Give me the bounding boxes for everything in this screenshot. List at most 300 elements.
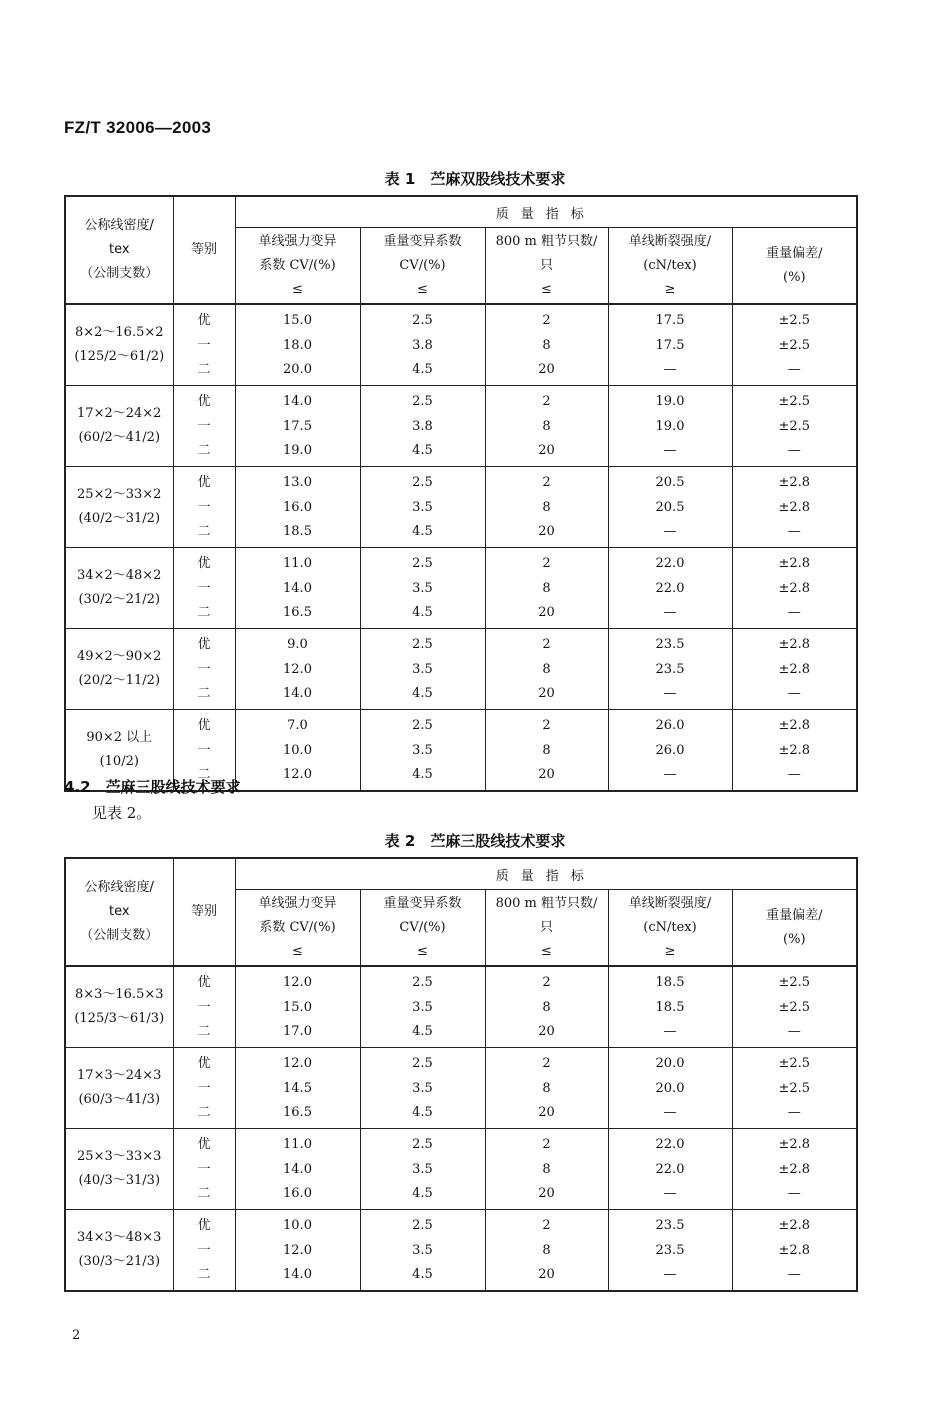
grade-value: 优: [197, 556, 211, 571]
value: 14.0: [283, 580, 312, 596]
slub-count-cell: [485, 1210, 608, 1292]
value: 8: [542, 742, 551, 758]
value: ±2.5: [778, 313, 811, 328]
density-line: 25×2～33×2: [77, 487, 162, 502]
value: 2: [542, 1218, 551, 1233]
table-row: [65, 386, 857, 467]
value: 4.5: [412, 1024, 433, 1039]
grade-cell: [173, 629, 235, 710]
value: 17.5: [655, 313, 685, 328]
weight-deviation-cell: [732, 1210, 857, 1292]
cv-strength-cell: [235, 1210, 360, 1292]
section-text: 见表 2。: [92, 804, 152, 822]
value: ±2.8: [778, 1161, 811, 1177]
column-header-line: (%): [783, 269, 806, 285]
cv-weight-cell: [360, 629, 485, 710]
tenacity-cell: [608, 304, 732, 386]
value: 4.5: [412, 362, 433, 377]
grade-cell: [173, 1210, 235, 1292]
slub-count-header: [485, 228, 608, 305]
density-line: (40/3～31/3): [78, 1173, 161, 1188]
value: —: [663, 1267, 677, 1282]
grade-value: 优: [197, 975, 211, 990]
grade-value: 二: [197, 443, 211, 458]
value: —: [663, 686, 677, 701]
value: 19.0: [283, 443, 312, 458]
table2-title: 表 2 苎麻三股线技术要求: [384, 832, 566, 850]
value: 11.0: [283, 556, 312, 571]
value: 12.0: [283, 1056, 312, 1071]
density-line: 17×2～24×2: [77, 406, 162, 421]
value: 14.0: [283, 1267, 312, 1282]
grade-value: 优: [197, 475, 211, 490]
value: 2.5: [412, 718, 433, 733]
value: 16.0: [283, 499, 312, 515]
cv-weight-cell: [360, 386, 485, 467]
value: 9.0: [287, 637, 308, 652]
value: 2: [542, 718, 551, 733]
column-header-line: 单线强力变异: [258, 895, 337, 911]
value: 8: [542, 337, 551, 353]
value: 20: [538, 1267, 555, 1282]
table-row: [65, 1048, 857, 1129]
cv-strength-cell: [235, 1129, 360, 1210]
value: 18.5: [655, 999, 685, 1015]
grade-cell: [173, 1048, 235, 1129]
column-header-line: 单线强力变异: [258, 233, 337, 249]
value: ±2.8: [778, 718, 811, 733]
tenacity-cell: [608, 467, 732, 548]
value: 2: [542, 556, 551, 571]
grade-value: 优: [197, 1218, 211, 1233]
cv-strength-cell: [235, 966, 360, 1048]
value: —: [787, 605, 801, 620]
tenacity-cell: [608, 548, 732, 629]
cv-strength-cell: [235, 1048, 360, 1129]
value: 3.5: [412, 1242, 433, 1258]
slub-count-cell: [485, 966, 608, 1048]
value: 23.5: [655, 1242, 685, 1258]
slub-count-cell: [485, 629, 608, 710]
value: —: [787, 443, 801, 458]
cv-weight-cell: [360, 548, 485, 629]
value: 2: [542, 475, 551, 490]
column-header-line: ≤: [417, 943, 428, 959]
value: 23.5: [655, 1218, 685, 1233]
value: 18.0: [283, 337, 312, 353]
value: —: [663, 524, 677, 539]
grade-header: 等别: [173, 858, 235, 966]
grade-value: 一: [197, 337, 211, 353]
density-header-line: （公制支数）: [80, 928, 159, 943]
value: 14.0: [283, 1161, 312, 1177]
grade-value: 二: [197, 605, 211, 620]
value: 2: [542, 1137, 551, 1152]
value: 12.0: [283, 1242, 312, 1258]
value: 20: [538, 605, 555, 620]
section-heading: 4.2 苎麻三股线技术要求: [64, 778, 241, 796]
density-line: 25×3～33×3: [77, 1149, 162, 1164]
density-line: (10/2): [99, 754, 139, 769]
value: ±2.5: [778, 394, 811, 409]
density-line: (125/3～61/3): [74, 1011, 165, 1026]
density-line: 34×2～48×2: [77, 568, 162, 583]
tenacity-cell: [608, 1048, 732, 1129]
column-header-line: ≤: [417, 281, 428, 297]
value: 20: [538, 362, 555, 377]
value: 14.0: [283, 686, 312, 701]
grade-value: 一: [197, 661, 211, 677]
cv-strength-cell: [235, 710, 360, 792]
value: 23.5: [655, 661, 685, 677]
grade-value: 一: [197, 1080, 211, 1096]
value: 2: [542, 313, 551, 328]
value: 12.0: [283, 661, 312, 677]
weight-deviation-cell: [732, 467, 857, 548]
value: 2.5: [412, 975, 433, 990]
slub-count-cell: [485, 710, 608, 792]
tenacity-cell: [608, 1129, 732, 1210]
grade-value: 优: [197, 1056, 211, 1071]
value: 2: [542, 637, 551, 652]
grade-header: 等别: [173, 196, 235, 304]
value: 2.5: [412, 313, 433, 328]
value: ±2.5: [778, 1080, 811, 1096]
density-line: 90×2 以上: [86, 730, 153, 745]
density-cell: [65, 548, 173, 629]
value: —: [663, 1024, 677, 1039]
value: 4.5: [412, 767, 433, 782]
weight-deviation-cell: [732, 710, 857, 792]
density-line: 49×2～90×2: [77, 649, 162, 664]
value: ±2.8: [778, 556, 811, 571]
table-row: [65, 304, 857, 386]
column-header-line: CV/(%): [399, 257, 446, 273]
value: 3.5: [412, 742, 433, 758]
value: 19.0: [655, 394, 685, 409]
density-line: 17×3～24×3: [77, 1068, 162, 1083]
cv-strength-cell: [235, 548, 360, 629]
value: —: [663, 605, 677, 620]
column-header-line: 单线断裂强度/: [628, 233, 712, 249]
table-row: [65, 1129, 857, 1210]
value: 17.0: [283, 1024, 312, 1039]
value: 8: [542, 661, 551, 677]
table1-title: 表 1 苎麻双股线技术要求: [384, 170, 566, 188]
density-header-line: 公称线密度/: [84, 218, 154, 233]
density-header: [65, 196, 173, 304]
value: —: [787, 1024, 801, 1039]
density-line: 34×3～48×3: [77, 1230, 162, 1245]
grade-value: 优: [197, 394, 211, 409]
value: 3.5: [412, 999, 433, 1015]
cv-weight-cell: [360, 710, 485, 792]
cv-weight-cell: [360, 966, 485, 1048]
slub-count-cell: [485, 1048, 608, 1129]
grade-cell: [173, 1129, 235, 1210]
value: 20: [538, 524, 555, 539]
grade-value: 二: [197, 1105, 211, 1120]
value: —: [787, 1105, 801, 1120]
density-line: (20/2～11/2): [78, 673, 161, 688]
value: 8: [542, 1161, 551, 1177]
cv-strength-cell: [235, 304, 360, 386]
density-cell: [65, 1129, 173, 1210]
value: 11.0: [283, 1137, 312, 1152]
column-header-line: 重量偏差/: [766, 245, 823, 261]
value: ±2.8: [778, 499, 811, 515]
cv-strength-header: [235, 228, 360, 305]
table-row: [65, 548, 857, 629]
value: 19.0: [655, 418, 685, 434]
value: 20.5: [655, 499, 685, 515]
value: 22.0: [655, 580, 685, 596]
value: 20: [538, 1186, 555, 1201]
cv-weight-cell: [360, 304, 485, 386]
tenacity-cell: [608, 710, 732, 792]
value: —: [787, 362, 801, 377]
value: ±2.5: [778, 1056, 811, 1071]
grade-value: 优: [197, 637, 211, 652]
value: ±2.8: [778, 1218, 811, 1233]
weight-deviation-cell: [732, 386, 857, 467]
value: 2.5: [412, 556, 433, 571]
value: 3.5: [412, 580, 433, 596]
column-header-line: ≥: [664, 943, 676, 959]
density-header-line: （公制支数）: [80, 266, 159, 281]
value: 2.5: [412, 1137, 433, 1152]
column-header-line: 单线断裂强度/: [628, 895, 712, 911]
cv-strength-header: [235, 890, 360, 967]
value: 18.5: [655, 975, 685, 990]
column-header-line: ≤: [541, 943, 552, 959]
value: 2.5: [412, 1218, 433, 1233]
value: ±2.5: [778, 975, 811, 990]
value: 26.0: [655, 718, 685, 733]
value: 20.0: [283, 362, 312, 377]
column-header-line: ≤: [292, 281, 303, 297]
column-header-line: 重量变异系数: [383, 233, 462, 249]
value: —: [663, 1186, 677, 1201]
density-cell: [65, 629, 173, 710]
value: 3.8: [412, 337, 433, 353]
value: 14.5: [283, 1080, 312, 1096]
cv-weight-cell: [360, 1129, 485, 1210]
weight-deviation-cell: [732, 304, 857, 386]
value: 2.5: [412, 475, 433, 490]
value: 8: [542, 1080, 551, 1096]
density-line: 8×3～16.5×3: [74, 987, 164, 1002]
value: ±2.5: [778, 337, 811, 353]
column-header-line: ≤: [292, 943, 303, 959]
column-header-line: (cN/tex): [643, 257, 697, 273]
value: ±2.5: [778, 418, 811, 434]
value: ±2.8: [778, 637, 811, 652]
value: —: [663, 443, 677, 458]
quality-index-header: 质量指标: [235, 196, 857, 228]
cv-weight-header: [360, 228, 485, 305]
value: 8: [542, 418, 551, 434]
column-header-line: 系数 CV/(%): [259, 257, 336, 273]
grade-value: 二: [197, 524, 211, 539]
grade-value: 一: [197, 499, 211, 515]
density-cell: [65, 1048, 173, 1129]
slub-count-cell: [485, 386, 608, 467]
tenacity-cell: [608, 629, 732, 710]
value: 4.5: [412, 524, 433, 539]
value: ±2.8: [778, 661, 811, 677]
grade-value: 一: [197, 999, 211, 1015]
value: 12.0: [283, 767, 312, 782]
slub-count-cell: [485, 548, 608, 629]
tenacity-header: [608, 890, 732, 967]
table2: [64, 857, 858, 1292]
value: 20: [538, 767, 555, 782]
cv-weight-cell: [360, 1048, 485, 1129]
column-header-line: ≤: [541, 281, 552, 297]
tenacity-header: [608, 228, 732, 305]
tenacity-cell: [608, 966, 732, 1048]
value: 4.5: [412, 1267, 433, 1282]
density-line: (125/2～61/2): [74, 349, 165, 364]
value: 2: [542, 394, 551, 409]
value: —: [663, 767, 677, 782]
grade-value: 一: [197, 1161, 211, 1177]
value: ±2.5: [778, 999, 811, 1015]
value: 7.0: [287, 718, 308, 733]
value: 3.5: [412, 1080, 433, 1096]
grade-value: 二: [197, 686, 211, 701]
value: 8: [542, 1242, 551, 1258]
density-cell: [65, 966, 173, 1048]
value: —: [787, 524, 801, 539]
value: 20.0: [655, 1056, 685, 1071]
value: 2: [542, 975, 551, 990]
value: 22.0: [655, 1161, 685, 1177]
density-header-line: tex: [108, 904, 130, 919]
cv-strength-cell: [235, 629, 360, 710]
grade-value: 一: [197, 418, 211, 434]
value: 10.0: [283, 1218, 312, 1233]
value: 3.8: [412, 418, 433, 434]
value: 17.5: [283, 418, 312, 434]
value: 17.5: [655, 337, 685, 353]
grade-value: 二: [197, 1024, 211, 1039]
value: 20: [538, 686, 555, 701]
value: 8: [542, 580, 551, 596]
cv-strength-cell: [235, 386, 360, 467]
value: 16.5: [283, 605, 312, 620]
column-header-line: 系数 CV/(%): [259, 919, 336, 935]
grade-cell: [173, 966, 235, 1048]
value: 4.5: [412, 1186, 433, 1201]
weight-deviation-cell: [732, 629, 857, 710]
density-cell: [65, 1210, 173, 1292]
value: 3.5: [412, 661, 433, 677]
value: —: [787, 1267, 801, 1282]
column-header-line: 只: [539, 919, 553, 935]
value: 18.5: [283, 524, 312, 539]
grade-value: 二: [197, 1186, 211, 1201]
density-line: (60/2～41/2): [78, 430, 161, 445]
grade-cell: [173, 548, 235, 629]
value: 3.5: [412, 499, 433, 515]
density-line: (60/3～41/3): [78, 1092, 161, 1107]
grade-cell: [173, 386, 235, 467]
cv-weight-cell: [360, 1210, 485, 1292]
slub-count-cell: [485, 467, 608, 548]
value: —: [787, 1186, 801, 1201]
value: —: [787, 686, 801, 701]
column-header-line: 重量变异系数: [383, 895, 462, 911]
slub-count-cell: [485, 1129, 608, 1210]
value: 20: [538, 1024, 555, 1039]
cv-weight-cell: [360, 467, 485, 548]
density-header-line: 公称线密度/: [84, 880, 154, 895]
column-header-line: CV/(%): [399, 919, 446, 935]
table-row: [65, 467, 857, 548]
value: ±2.8: [778, 742, 811, 758]
quality-index-header: 质量指标: [235, 858, 857, 890]
value: 3.5: [412, 1161, 433, 1177]
column-header-line: 800 m 粗节只数/: [495, 895, 598, 911]
value: 15.0: [283, 313, 312, 328]
value: 8: [542, 499, 551, 515]
weight-deviation-cell: [732, 548, 857, 629]
density-cell: [65, 467, 173, 548]
value: ±2.8: [778, 580, 811, 596]
value: 4.5: [412, 686, 433, 701]
table-row: [65, 966, 857, 1048]
value: 20: [538, 443, 555, 458]
weight-deviation-cell: [732, 1048, 857, 1129]
grade-value: 优: [197, 718, 211, 733]
density-header-line: tex: [108, 242, 130, 257]
column-header-line: 重量偏差/: [766, 907, 823, 923]
value: 2.5: [412, 394, 433, 409]
weight-deviation-header: [732, 228, 857, 305]
density-line: (30/2～21/2): [78, 592, 161, 607]
value: 20.5: [655, 475, 685, 490]
tenacity-cell: [608, 386, 732, 467]
grade-value: 一: [197, 580, 211, 596]
value: 15.0: [283, 999, 312, 1015]
density-line: (30/3～21/3): [78, 1254, 161, 1269]
cv-strength-cell: [235, 467, 360, 548]
value: 20: [538, 1105, 555, 1120]
value: 2.5: [412, 1056, 433, 1071]
density-cell: [65, 304, 173, 386]
page-number: 2: [72, 1328, 81, 1343]
grade-value: 优: [197, 313, 211, 328]
grade-value: 二: [197, 1267, 211, 1282]
value: —: [663, 1105, 677, 1120]
value: 8: [542, 999, 551, 1015]
value: 2: [542, 1056, 551, 1071]
grade-value: 二: [197, 767, 211, 782]
value: —: [663, 362, 677, 377]
cv-weight-header: [360, 890, 485, 967]
column-header-line: ≥: [664, 281, 676, 297]
value: 14.0: [283, 394, 312, 409]
weight-deviation-cell: [732, 966, 857, 1048]
density-line: 8×2～16.5×2: [74, 325, 164, 340]
value: 10.0: [283, 742, 312, 758]
value: 4.5: [412, 605, 433, 620]
value: 13.0: [283, 475, 312, 490]
table-row: [65, 629, 857, 710]
column-header-line: 只: [539, 257, 553, 273]
